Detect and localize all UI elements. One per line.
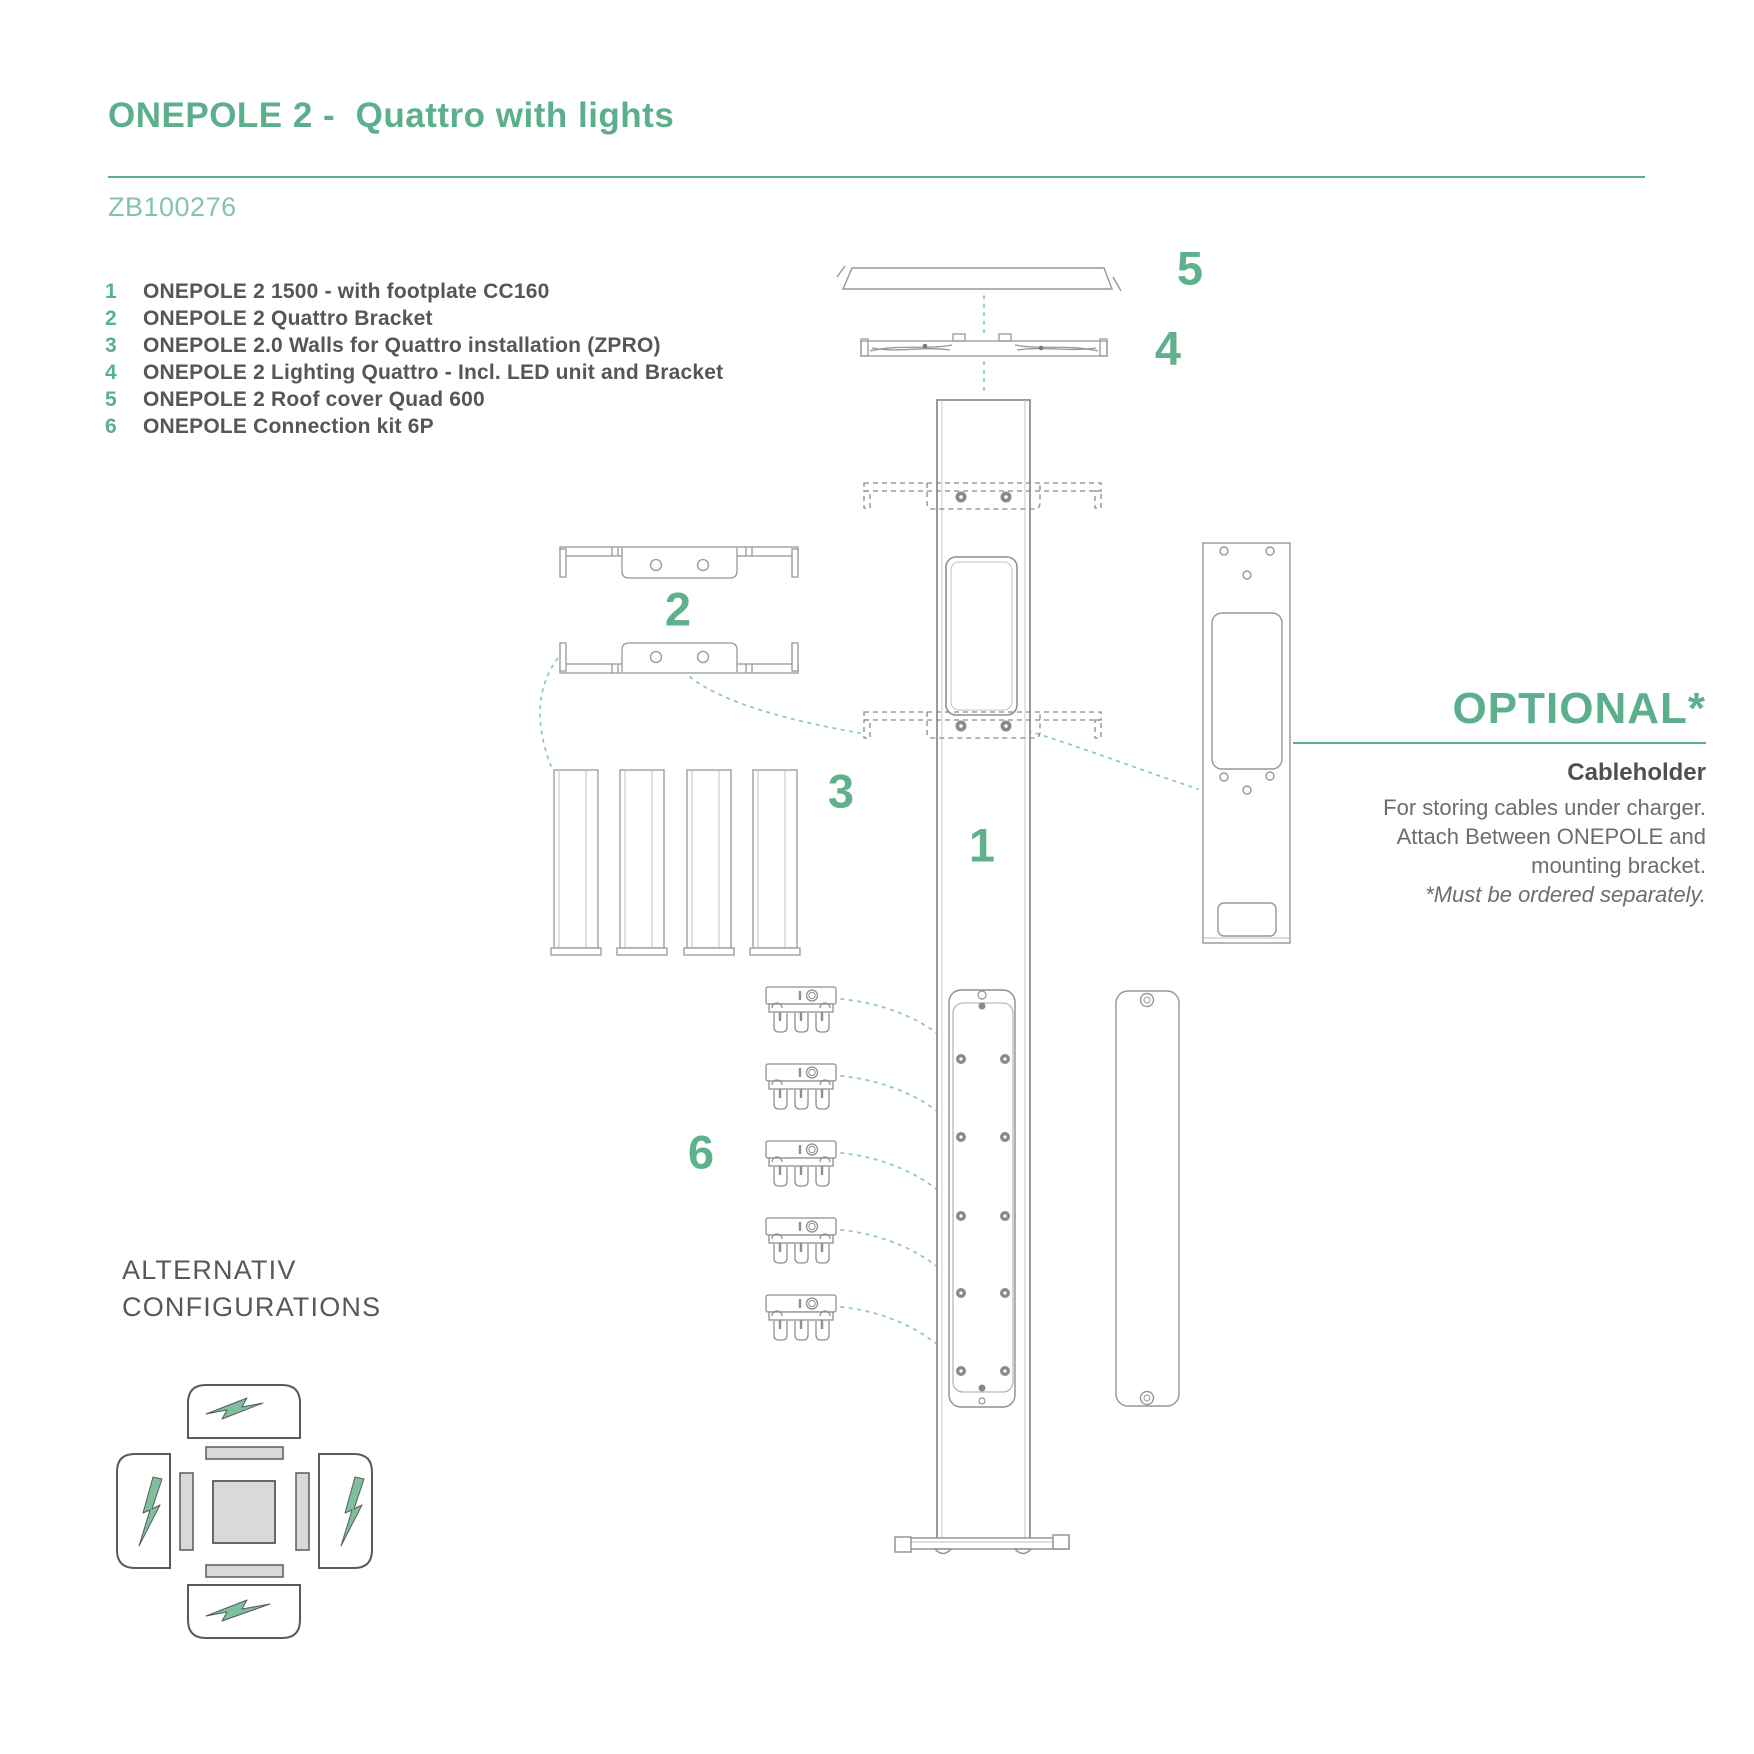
pole-footplate — [895, 1535, 1069, 1554]
connection-kit-parts — [766, 987, 836, 1340]
part-number: 6 — [105, 415, 117, 438]
page-title: ONEPOLE 2 - Quattro with lights — [108, 96, 675, 135]
config-top-view — [117, 1385, 372, 1638]
wall-panel — [617, 770, 667, 955]
caption-line: CONFIGURATIONS — [122, 1292, 382, 1322]
cableholder-description — [1246, 758, 1706, 909]
diagram-label-5: 5 — [1176, 241, 1204, 295]
wall-panel — [684, 770, 734, 955]
diagram-label-6: 6 — [687, 1125, 715, 1179]
cableholder-line: mounting bracket. — [1531, 853, 1706, 878]
connection-module — [766, 1064, 836, 1109]
back-mounting-plate — [1116, 991, 1179, 1406]
part-number: 4 — [105, 361, 117, 384]
part-label: ONEPOLE 2 Lighting Quattro - Incl. LED unit and Bracket — [143, 361, 724, 384]
connection-module — [766, 1218, 836, 1263]
part-label: ONEPOLE 2 Roof cover Quad 600 — [143, 388, 485, 411]
roof-cover-part — [837, 266, 1121, 291]
cableholder-note: *Must be ordered separately. — [1425, 882, 1706, 907]
article-code: ZB100276 — [108, 192, 237, 222]
part-label: ONEPOLE 2.0 Walls for Quattro installation (ZPRO) — [143, 334, 661, 357]
quattro-wall-parts — [551, 770, 800, 955]
connection-module — [766, 1141, 836, 1186]
connection-module — [766, 1295, 836, 1340]
part-number: 3 — [105, 334, 117, 357]
config-pole-section — [213, 1481, 275, 1543]
diagram-label-3: 3 — [827, 764, 855, 818]
optional-heading: OPTIONAL* — [1452, 684, 1706, 733]
cableholder-line: For storing cables under charger. — [1383, 795, 1706, 820]
cableholder-title: Cableholder — [1567, 759, 1706, 786]
alternative-configurations-caption — [122, 1252, 381, 1326]
lighting-unit-part — [861, 334, 1107, 356]
diagram-label-1: 1 — [968, 818, 996, 872]
part-label: ONEPOLE 2 1500 - with footplate CC160 — [143, 280, 550, 303]
diagram-label-4: 4 — [1154, 321, 1182, 375]
part-label: ONEPOLE Connection kit 6P — [143, 415, 434, 438]
connection-module — [766, 987, 836, 1032]
wall-panel — [551, 770, 601, 955]
cableholder-line: Attach Between ONEPOLE and — [1396, 824, 1706, 849]
pole-part — [895, 400, 1069, 1554]
part-number: 1 — [105, 280, 117, 303]
part-label: ONEPOLE 2 Quattro Bracket — [143, 307, 433, 330]
diagram-label-2: 2 — [664, 582, 692, 636]
part-number: 2 — [105, 307, 117, 330]
part-number: 5 — [105, 388, 117, 411]
caption-line: ALTERNATIV — [122, 1255, 297, 1285]
wall-panel — [750, 770, 800, 955]
